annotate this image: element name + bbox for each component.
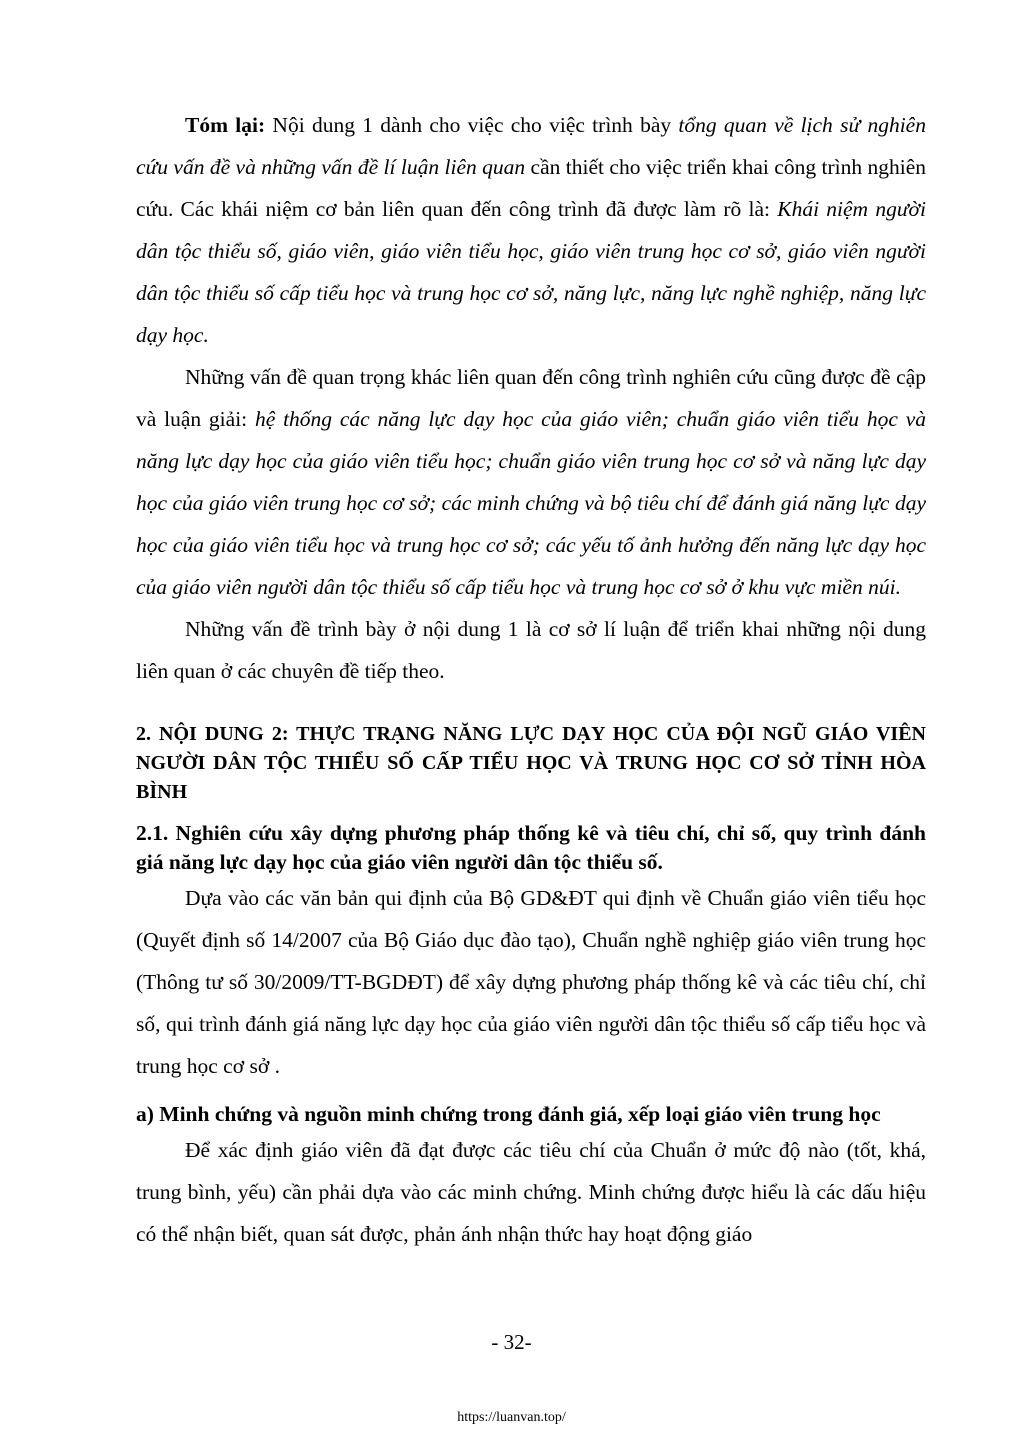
summary-italic-2: Khái niệm người dân tộc thiểu số, giáo viên, giáo viên tiểu học, giáo viên trung học cơ sở, giáo viên người dân tộc thiểu số cấp tiểu học và trung học cơ sở, năng lực, năng lực nghề nghiệp, năng lực dạy học. [136, 197, 926, 347]
page-number: - 32- [491, 1330, 532, 1354]
section-2-heading: 2. NỘI DUNG 2: THỰC TRẠNG NĂNG LỰC DẠY HỌC CỦA ĐỘI NGŨ GIÁO VIÊN NGƯỜI DÂN TỘC THIỂU SỐ CẤP TIỂU HỌC VÀ TRUNG HỌC CƠ SỞ TỈNH HÒA BÌNH [136, 723, 926, 803]
summary-text-2: cần thiết cho việc triển khai công trình nghiên cứu. Các khái niệm cơ bản liên quan đến công trình đã được làm rõ là: [136, 155, 926, 221]
issues-text: Những vấn đề quan trọng khác liên quan đến công trình nghiên cứu cũng được đề cập và luận giải: [136, 365, 926, 431]
basis-paragraph: Dựa vào các văn bản qui định của Bộ GD&ĐT qui định về Chuẩn giáo viên tiểu học (Quyết định số 14/2007 của Bộ Giáo dục đào tạo), Chuẩn nghề nghiệp giáo viên trung học (Thông tư số 30/2009/TT-BGDĐT) để xây dựng phương pháp thống kê và các tiêu chí, chỉ số, qui trình đánh giá năng lực dạy học của giáo viên người dân tộc thiểu số cấp tiểu học và trung học cơ sở . [136, 886, 926, 1078]
conclusion-paragraph: Những vấn đề trình bày ở nội dung 1 là cơ sở lí luận để triển khai những nội dung liên quan ở các chuyên đề tiếp theo. [136, 617, 926, 683]
summary-italic-1: tổng quan về lịch sử nghiên cứu vấn đề và những vấn đề lí luận liên quan [136, 113, 926, 179]
issues-paragraph [136, 356, 926, 608]
subsection-a-heading: a) Minh chứng và nguồn minh chứng trong đánh giá, xếp loại giáo viên trung học [136, 1102, 881, 1126]
issues-italic: hệ thống các năng lực dạy học của giáo viên; chuẩn giáo viên tiểu học và năng lực dạy học của giáo viên tiểu học; chuẩn giáo viên trung học cơ sở và năng lực dạy học của giáo viên trung học cơ sở; các minh chứng và bộ tiêu chí để đánh giá năng lực dạy học của giáo viên tiểu học và trung học cơ sở; các yếu tố ảnh hưởng đến năng lực dạy học của giáo viên người dân tộc thiểu số cấp tiểu học và trung học cơ sở ở khu vực miền núi. [136, 407, 926, 599]
section-2-1-heading: 2.1. Nghiên cứu xây dựng phương pháp thống kê và tiêu chí, chỉ số, quy trình đánh giá năng lực dạy học của giáo viên người dân tộc thiểu số. [136, 821, 926, 874]
evidence-paragraph: Để xác định giáo viên đã đạt được các tiêu chí của Chuẩn ở mức độ nào (tốt, khá, trung bình, yếu) cần phải dựa vào các minh chứng. Minh chứng được hiểu là các dấu hiệu có thể nhận biết, quan sát được, phản ánh nhận thức hay hoạt động giáo [136, 1138, 926, 1246]
document-body [136, 104, 926, 1255]
summary-lead: Tóm lại: [185, 113, 266, 137]
summary-text-1: Nội dung 1 dành cho việc cho việc trình bày [265, 113, 679, 137]
summary-paragraph [136, 104, 926, 356]
footer-url[interactable]: https://luanvan.top/ [457, 1410, 566, 1425]
